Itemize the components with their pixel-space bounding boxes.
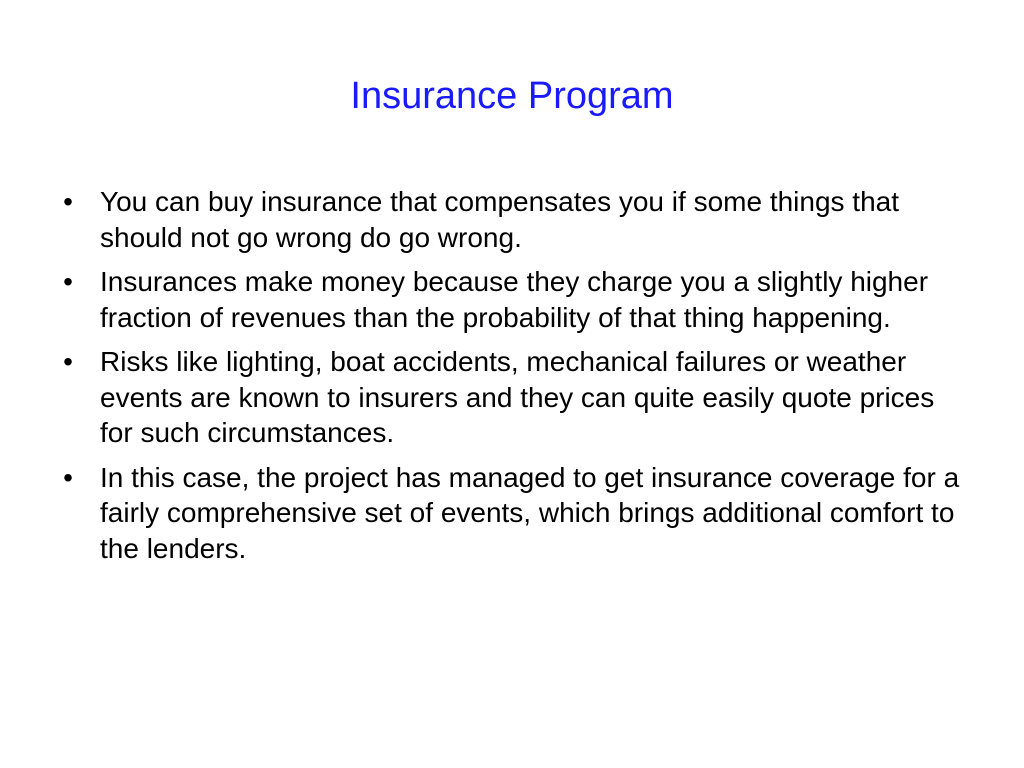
bullet-icon: • [63, 186, 73, 217]
bullet-item [58, 184, 968, 255]
bullet-icon: • [63, 461, 73, 493]
bullet-list [58, 184, 968, 575]
slide-title: Insurance Program [350, 75, 674, 117]
bullet-item [58, 264, 968, 335]
bullet-icon: • [63, 266, 73, 297]
bullet-icon: • [63, 346, 73, 377]
bullet-item [58, 344, 968, 451]
bullet-text: Insurances make money because they charge you a slightly higher fraction of revenues than the probability of that thing happening. [100, 266, 929, 333]
bullet-text: In this case, the project has managed to get insurance coverage for a fairly comprehensive set of events, which brings additional comfort to the lenders. [100, 461, 960, 564]
bullet-text: You can buy insurance that compensates you if some things that should not go wrong do go wrong. [100, 186, 900, 253]
bullet-text: Risks like lighting, boat accidents, mechanical failures or weather events are known to insurers and they can quite easily quote prices for such circumstances. [100, 346, 935, 448]
bullet-item [58, 460, 968, 567]
